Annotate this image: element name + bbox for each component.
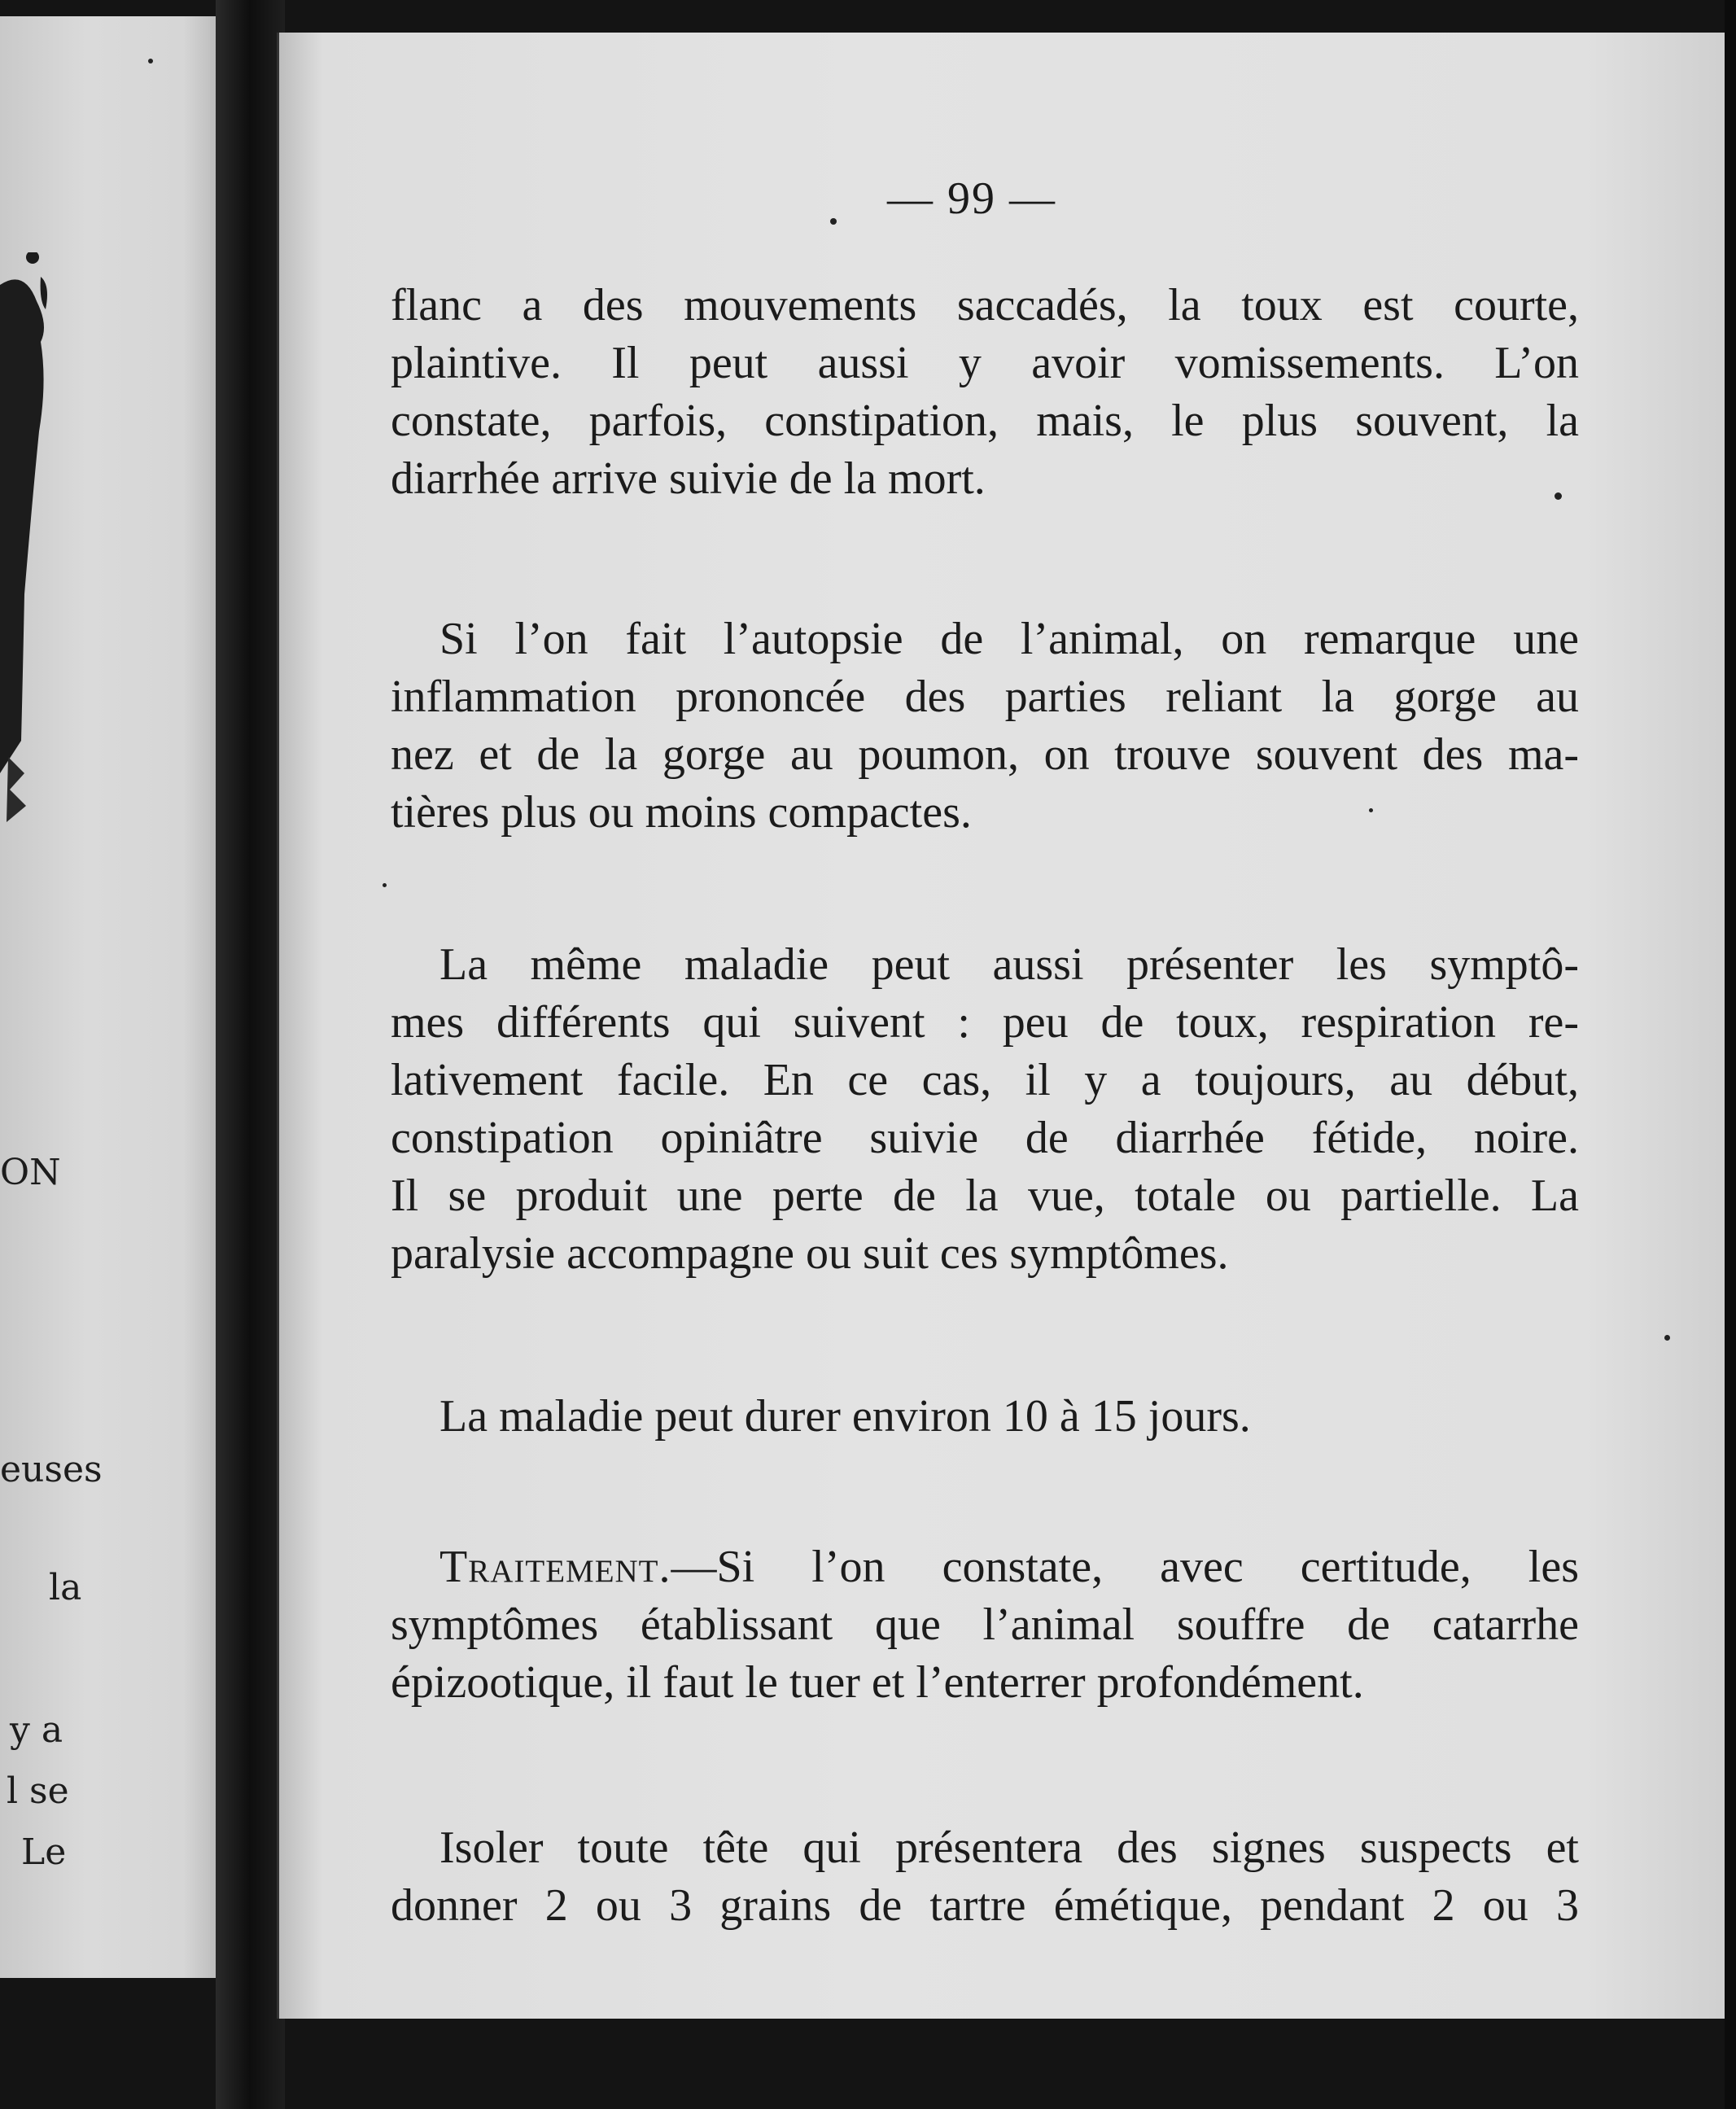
paragraph-1 [391,277,1579,508]
rooster-illustration-fragment [0,252,49,904]
text-line: La même maladie peut aussi présenter les symptô- [439,939,1579,990]
scan-edge [1725,0,1736,2109]
paragraph-6 [391,1819,1579,1935]
scan-speck [1664,1335,1670,1341]
text-line: constate, parfois, constipation, mais, le plus souvent, la [391,396,1579,446]
text-line: paralysie accompagne ou suit ces symptômes. [391,1228,1229,1279]
scan-speck [830,218,837,225]
text-line: lativement facile. En ce cas, il y a toujours, au début, [391,1055,1579,1105]
text-line: Il se produit une perte de la vue, totale ou partielle. La [391,1170,1579,1221]
left-fragment-6: Le [21,1831,67,1873]
paragraph-5-treatment [391,1538,1579,1712]
text-line: La maladie peut durer environ 10 à 15 jours. [439,1391,1251,1442]
scan-speck [1369,808,1373,812]
left-page-fragment [0,16,217,1978]
left-fragment-4: y a [10,1709,63,1751]
text-line: Si l’on fait l’autopsie de l’animal, on remarque une [439,614,1579,664]
paragraph-3 [391,936,1579,1283]
scan-speck [148,59,153,63]
text-line: nez et de la gorge au poumon, on trouve souvent des ma- [391,729,1579,780]
scan-speck [1555,492,1562,500]
left-fragment-1: ON [0,1152,61,1193]
text-line [391,1538,1579,1596]
text-line: flanc a des mouvements saccadés, la toux est courte, [391,280,1579,330]
paragraph-4 [391,1388,1579,1446]
text-line: tières plus ou moins compactes. [391,787,972,838]
left-fragment-5: l se [7,1770,69,1812]
text-line: constipation opiniâtre suivie de diarrhée fétide, noire. [391,1113,1579,1163]
text-line: diarrhée arrive suivie de la mort. [391,453,986,504]
text-line: symptômes établissant que l’animal souffre de catarrhe [391,1599,1579,1650]
text-line: Isoler toute tête qui présentera des signes suspects et [439,1822,1579,1873]
text-line: plaintive. Il peut aussi y avoir vomissements. L’on [391,338,1579,388]
book-gutter [216,0,285,2109]
text-line: mes différents qui suivent : peu de toux, respiration re- [391,997,1579,1048]
text-line-content: —Si l’on constate, avec certitude, les [671,1542,1579,1592]
text-line: épizootique, il faut le tuer et l’enterrer profondément. [391,1657,1364,1708]
paragraph-2 [391,610,1579,842]
page-number: — 99 — [887,173,1056,224]
left-fragment-2: euses [0,1449,103,1490]
scan-speck [383,883,387,887]
left-fragment-3: la [49,1567,82,1608]
text-line: inflammation prononcée des parties reliant la gorge au [391,672,1579,722]
treatment-heading: Traitement. [439,1542,671,1592]
text-line: donner 2 ou 3 grains de tartre émétique, pendant 2 ou 3 [391,1880,1579,1931]
